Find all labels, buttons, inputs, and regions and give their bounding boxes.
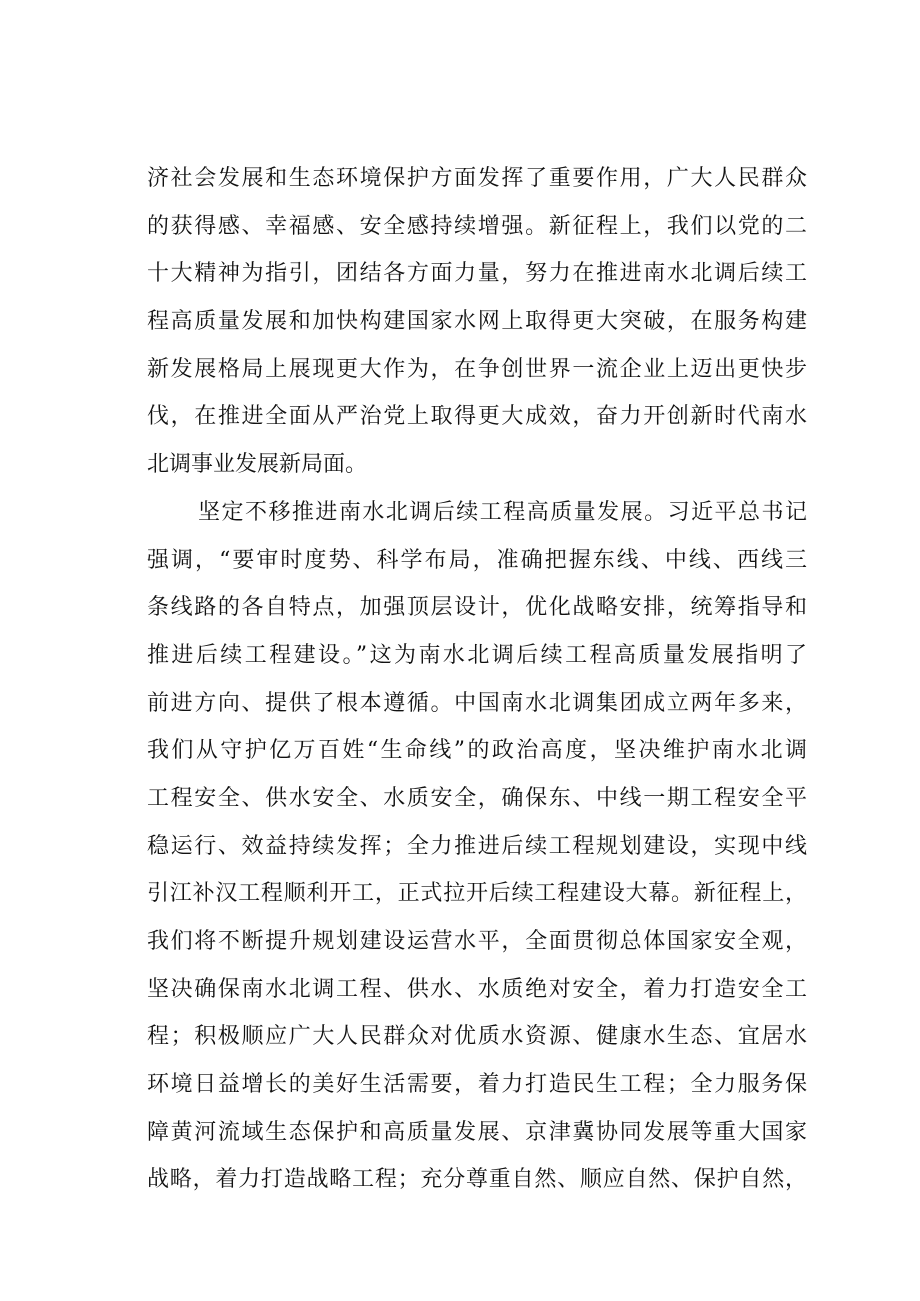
text-line: 环境日益增长的美好生活需要，着力打造民生工程；全力服务保 (147, 1072, 807, 1098)
text-line: 十大精神为指引，团结各方面力量，努力在推进南水北调后续工 (147, 261, 807, 287)
text-line: 伐，在推进全面从严治党上取得更大成效，奋力开创新时代南水 (147, 404, 807, 430)
text-line: 稳运行、效益持续发挥；全力推进后续工程规划建设，实现中线 (147, 833, 807, 859)
text-line: 我们将不断提升规划建设运营水平，全面贯彻总体国家安全观， (147, 929, 807, 954)
text-line: 程；积极顺应广大人民群众对优质水资源、健康水生态、宜居水 (147, 1024, 807, 1050)
text-line: 战略，着力打造战略工程；充分尊重自然、顺应自然、保护自然， (147, 1167, 807, 1193)
text-line: 济社会发展和生态环境保护方面发挥了重要作用，广大人民群众 (147, 166, 807, 191)
text-line: 强调，“要审时度势、科学布局，准确把握东线、中线、西线三 (147, 547, 807, 573)
text-line: 工程安全、供水安全、水质安全，确保东、中线一期工程安全平 (147, 785, 807, 811)
text-line: 引江补汉工程顺利开工，正式拉开后续工程建设大幕。新征程上， (147, 881, 807, 907)
text-line: 前进方向、提供了根本遵循。中国南水北调集团成立两年多来， (147, 690, 807, 716)
text-line: 北调事业发展新局面。 (147, 452, 368, 478)
text-line: 的获得感、幸福感、安全感持续增强。新征程上，我们以党的二 (147, 213, 807, 239)
text-line: 条线路的各自特点，加强顶层设计，优化战略安排，统筹指导和 (147, 595, 807, 621)
text-line: 新发展格局上展现更大作为，在争创世界一流企业上迈出更快步 (147, 356, 807, 382)
text-line: 障黄河流域生态保护和高质量发展、京津冀协同发展等重大国家 (147, 1119, 807, 1145)
text-line: 我们从守护亿万百姓“生命线”的政治高度，坚决维护南水北调 (147, 738, 807, 764)
text-line: 坚决确保南水北调工程、供水、水质绝对安全，着力打造安全工 (147, 976, 807, 1002)
body-text (147, 155, 807, 1204)
paragraph-heading-line: 坚定不移推进南水北调后续工程高质量发展。习近平总书记 (198, 499, 807, 525)
text-line: 推进后续工程建设。”这为南水北调后续工程高质量发展指明了 (147, 642, 807, 668)
text-line: 程高质量发展和加快构建国家水网上取得更大突破，在服务构建 (147, 309, 807, 335)
